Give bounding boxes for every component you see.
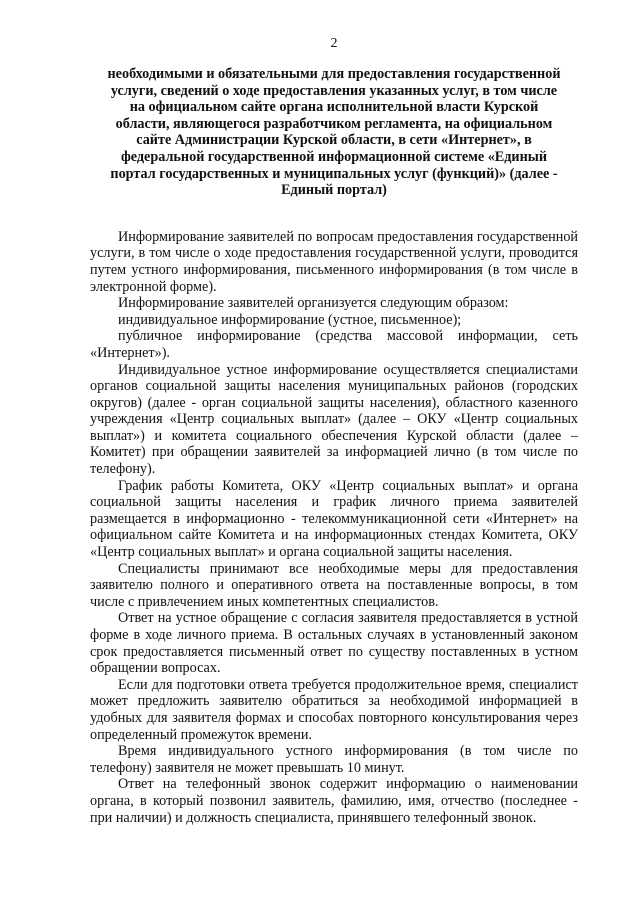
paragraph: Если для подготовки ответа требуется продолжительное время, специалист может предложить заявителю обратиться за необходимой информацией в удобных для заявителя формах и способах повторного консультирования через определенный промежуток времени.: [90, 676, 578, 743]
paragraph: Ответ на телефонный звонок содержит информацию о наименовании органа, в который позвонил заявитель, фамилию, имя, отчество (последнее - при наличии) и должность специалиста, принявшего телефонный звонок.: [90, 776, 578, 826]
paragraph: Специалисты принимают все необходимые меры для предоставления заявителю полного и оперативного ответа на поставленные вопросы, в том числе с привлечением иных компетентных специалистов.: [90, 560, 578, 610]
paragraph: Время индивидуального устного информирования (в том числе по телефону) заявителя не может превышать 10 минут.: [90, 743, 578, 776]
section-heading: [90, 66, 578, 199]
paragraph: График работы Комитета, ОКУ «Центр социальных выплат» и органа социальной защиты населения и график личного приема заявителей размещается в информационно - телекоммуникационной сети «Интернет» на официальном сайте Комитета и на информационных стендах Комитета, ОКУ «Центр социальных выплат» и органа социальной защиты населения.: [90, 477, 578, 561]
heading-line: на официальном сайте органа исполнительной власти Курской: [129, 99, 539, 116]
paragraph: Индивидуальное устное информирование осуществляется специалистами органов социальной защиты населения муниципальных районов (городских округов) (далее - орган социальной защиты населения), областного казенного учреждения «Центр социальных выплат» (далее – ОКУ «Центр социальных выплат») и комитета социального обеспечения Курской области (далее – Комитет) при обращении заявителей за информацией лично (в том числе по телефону).: [90, 361, 578, 478]
paragraph: Ответ на устное обращение с согласия заявителя предоставляется в устной форме в ходе личного приема. В остальных случаях в установленный законом срок предоставляется письменный ответ по существу поставленных в устном обращении вопросах.: [90, 610, 578, 677]
heading-line: необходимыми и обязательными для предоставления государственной: [107, 66, 561, 82]
body-text: [90, 229, 578, 826]
paragraph: индивидуальное информирование (устное, письменное);: [118, 311, 462, 328]
heading-line: Единый портал): [281, 182, 387, 199]
heading-line: федеральной государственной информационной системе «Единый: [120, 148, 548, 165]
page-number: 2: [330, 36, 338, 51]
heading-line: сайте Администрации Курской области, в сети «Интернет», в: [136, 132, 532, 149]
heading-line: области, являющегося разработчиком регламента, на официальном: [115, 115, 553, 132]
heading-line: портал государственных и муниципальных услуг (функций)» (далее -: [110, 165, 558, 182]
paragraph: Информирование заявителей по вопросам предоставления государственной услуги, в том числе о ходе предоставления государственной услуги, проводится путем устного информирования, письменного информирования (в том числе в электронной форме).: [90, 228, 578, 295]
paragraph: публичное информирование (средства массовой информации, сеть «Интернет»).: [90, 328, 578, 361]
heading-line: услуги, сведений о ходе предоставления указанных услуг, в том числе: [110, 82, 558, 99]
paragraph: Информирование заявителей организуется следующим образом:: [118, 295, 509, 312]
